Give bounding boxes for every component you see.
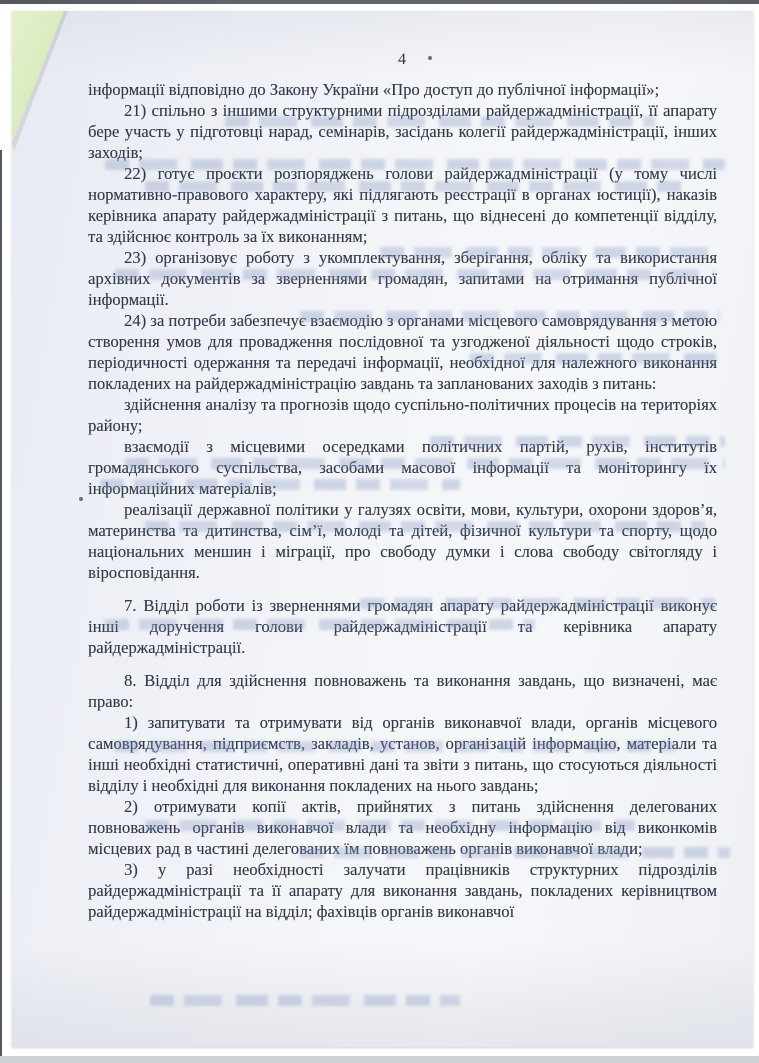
paragraph-right-3: 3) у разі необхідності залучати працівників структурних підрозділів райдержадміністрації та її апарату для виконання завдань, покладених керівництвом райдержадміністрації на відділ; фахівців органів виконавчої — [88, 860, 717, 921]
paragraph-item-22: 22) готує проєкти розпоряджень голови райдержадміністрації (у тому числі нормативно-правового характеру, які підлягають реєстрації в органах юстиції), наказів керівника апарату райдержадміністрації з питань, що віднесені до компетенції відділу, та здійснює контроль за їх виконанням; — [88, 164, 717, 246]
paragraph-subitem-policy: реалізації державної політики у галузях освіти, мови, культури, охорони здоров’я, материнства та дитинства, сім’ї, молоді та дітей, фізичної культури та спорту, щодо національних меншин і міграції, про свободу думки і слова свободу світогляду і віросповідання. — [88, 500, 717, 582]
paragraph-item-23: 23) організовує роботу з укомплектування, зберігання, обліку та використання архівних документів за зверненнями громадян, запитами на отримання публічної інформації. — [88, 248, 717, 309]
page-number: 4 — [398, 51, 407, 68]
paragraph-continuation: інформації відповідно до Закону України «Про доступ до публічної інформації»; — [88, 80, 660, 99]
scanner-bottom-band — [0, 1056, 759, 1063]
scanner-left-edge — [0, 150, 2, 1056]
paragraph-subitem-analysis: здійснення аналізу та прогнозів щодо суспільно-політичних процесів на територіях району; — [88, 395, 717, 435]
paragraph-subitem-interaction: взаємодії з місцевими осередками політичних партій, рухів, інститутів громадянського суспільства, засобами масової інформації та моніторингу їх інформаційних матеріалів; — [88, 437, 717, 498]
paragraph-right-2: 2) отримувати копії актів, прийнятих з питань здійснення делегованих повноважень органів виконавчої влади та необхідну інформацію від виконкомів місцевих рад в частині делегованих їм повноважень органів виконавчої влади; — [88, 797, 717, 858]
paragraph-right-1: 1) запитувати та отримувати від органів виконавчої влади, органів місцевого самоврядування, підприємств, закладів, установ, організацій інформацію, матеріали та інші необхідні статистичні, оперативні дані та звіти з питань, що стосуються діяльності відділу і необхідні для виконання покладених на нього завдань; — [88, 713, 717, 795]
paragraph-item-21: 21) спільно з іншими структурними підрозділами райдержадміністрації, її апарату бере участь у підготовці нарад, семінарів, засідань колегії райдержадміністрації, інших заходів; — [88, 101, 717, 162]
document-page — [12, 11, 753, 1047]
scanner-top-edge — [0, 0, 759, 4]
paragraph-item-24: 24) за потреби забезпечує взаємодію з органами місцевого самоврядування з метою створення умов для провадження послідовної та узгодженої діяльності щодо строків, періодичності одержання та передачі інформації, необхідної для належного виконання покладених на райдержадміністрацію завдань та запланованих заходів з питань: — [88, 311, 717, 393]
document-body-text — [88, 79, 717, 922]
paragraph-section-7: 7. Відділ роботи із зверненнями громадян апарату райдержадміністрації виконує інші доручення голови райдержадміністрації та керівника апарату райдержадміністрації. — [88, 596, 717, 657]
paragraph-section-8: 8. Відділ для здійснення повноважень та виконання завдань, що визначені, має право: — [88, 671, 717, 711]
